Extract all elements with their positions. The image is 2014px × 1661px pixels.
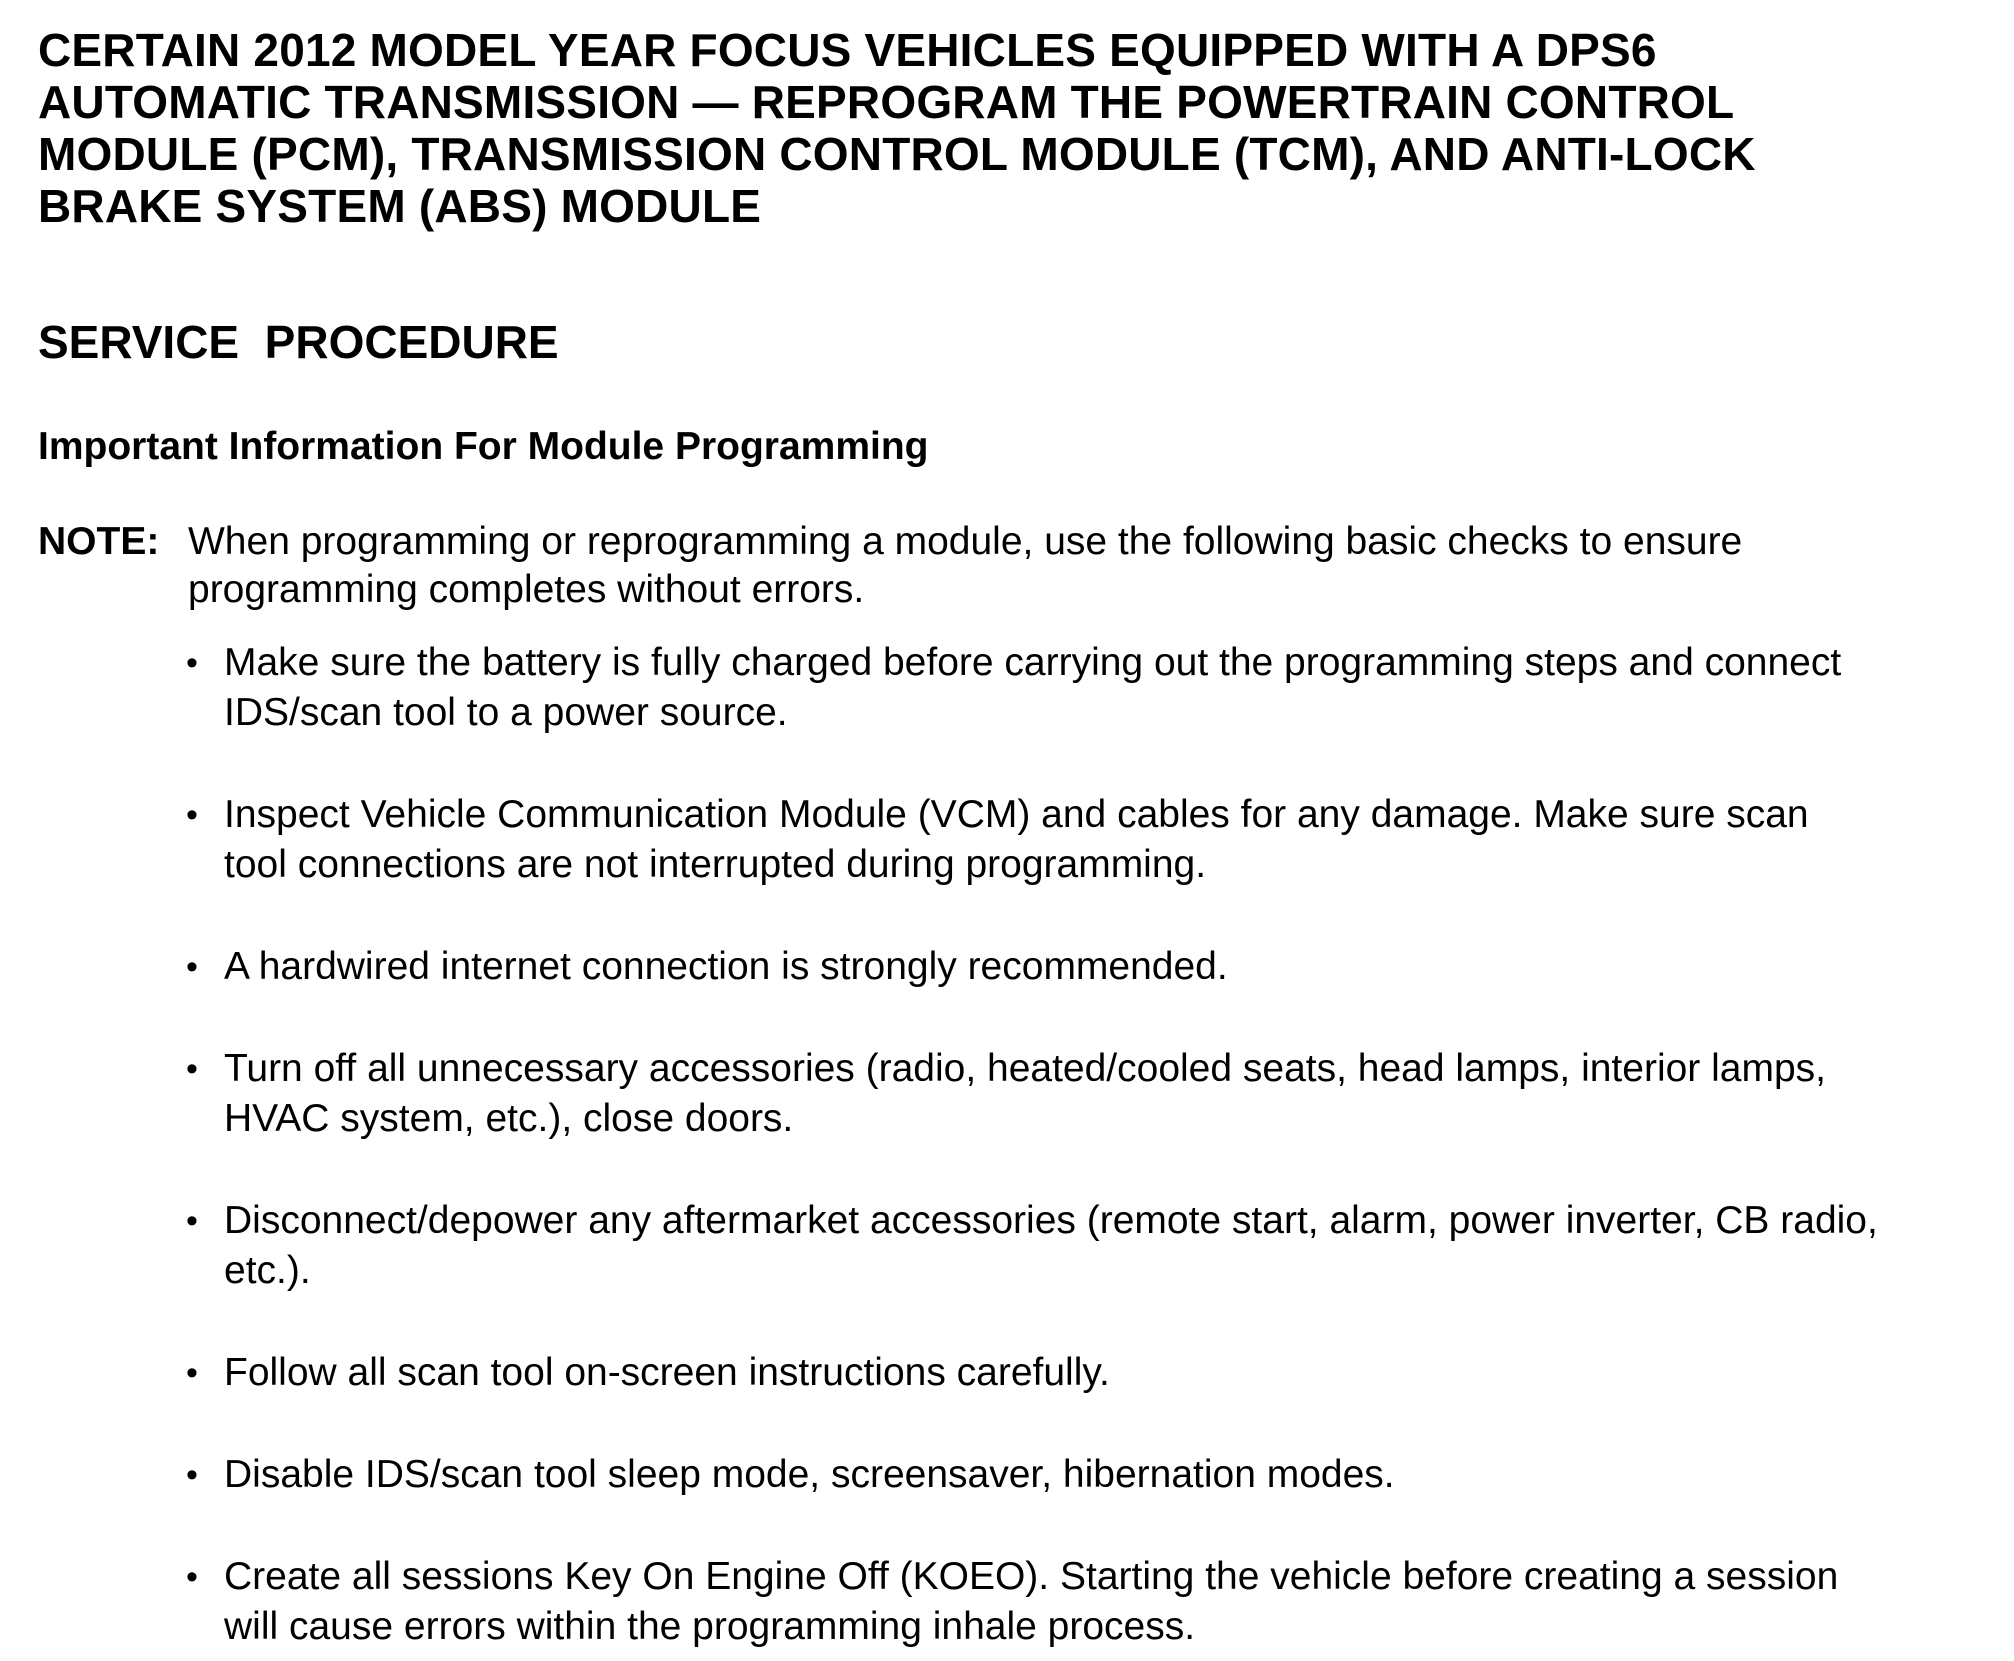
bullet-marker: • — [186, 644, 198, 682]
checklist-item-line: Disable IDS/scan tool sleep mode, screensaver, hibernation modes. — [224, 1453, 1395, 1496]
bullet-marker: • — [186, 1202, 198, 1240]
title-line: AUTOMATIC TRANSMISSION — REPROGRAM THE POWERTRAIN CONTROL — [38, 76, 1735, 128]
note-label: NOTE: — [38, 520, 160, 563]
checklist-item-line: Follow all scan tool on-screen instructions carefully. — [224, 1351, 1110, 1394]
title-line: BRAKE SYSTEM (ABS) MODULE — [38, 180, 762, 232]
checklist-item-line: tool connections are not interrupted during programming. — [224, 843, 1207, 886]
checklist-item — [186, 1552, 1996, 1652]
title-line: CERTAIN 2012 MODEL YEAR FOCUS VEHICLES EQUIPPED WITH A DPS6 — [38, 24, 1657, 76]
checklist-item-line: Turn off all unnecessary accessories (radio, heated/cooled seats, head lamps, interior lamps, — [224, 1047, 1826, 1090]
checklist-item — [186, 1450, 1996, 1500]
checklist-item — [186, 1196, 1996, 1296]
subheading: Important Information For Module Programming — [38, 425, 929, 468]
checklist-item-line: Disconnect/depower any aftermarket accessories (remote start, alarm, power inverter, CB radio, — [224, 1199, 1878, 1242]
checklist-item — [186, 638, 1996, 738]
checklist-item-line: Inspect Vehicle Communication Module (VCM) and cables for any damage. Make sure scan — [224, 793, 1809, 836]
bullet-marker: • — [186, 948, 198, 986]
checklist-item-line: IDS/scan tool to a power source. — [224, 691, 788, 734]
checklist-item-line: A hardwired internet connection is strongly recommended. — [224, 945, 1228, 988]
bullet-marker: • — [186, 1354, 198, 1392]
note-text-line: When programming or reprogramming a module, use the following basic checks to ensure — [188, 520, 1743, 563]
checklist-item — [186, 1348, 1996, 1398]
title-line: MODULE (PCM), TRANSMISSION CONTROL MODULE (TCM), AND ANTI-LOCK — [38, 128, 1756, 180]
section-heading: SERVICE PROCEDURE — [38, 316, 559, 368]
checklist-item-line: HVAC system, etc.), close doors. — [224, 1097, 794, 1140]
checklist-item — [186, 942, 1996, 992]
checklist-item-line: Make sure the battery is fully charged before carrying out the programming steps and connect — [224, 641, 1842, 684]
checklist-item-line: will cause errors within the programming inhale process. — [224, 1605, 1196, 1648]
bullet-marker: • — [186, 796, 198, 834]
bullet-marker: • — [186, 1456, 198, 1494]
note-text-line: programming completes without errors. — [188, 568, 865, 611]
bullet-marker: • — [186, 1050, 198, 1088]
checklist-item — [186, 1044, 1996, 1144]
checklist-item — [186, 790, 1996, 890]
bullet-marker: • — [186, 1558, 198, 1596]
checklist-item-line: Create all sessions Key On Engine Off (KOEO). Starting the vehicle before creating a session — [224, 1555, 1839, 1598]
checklist-item-line: etc.). — [224, 1249, 311, 1292]
